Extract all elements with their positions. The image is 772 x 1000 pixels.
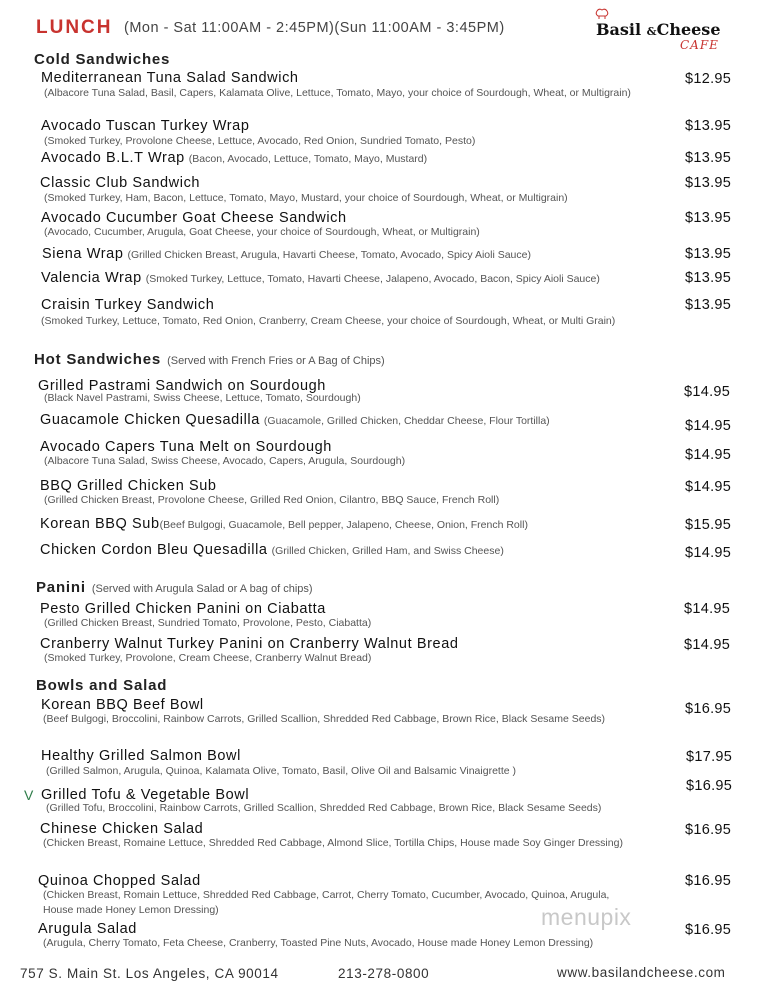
item-price: $16.95 [685, 873, 732, 889]
item-price: $13.95 [685, 175, 732, 191]
item-price: $16.95 [685, 922, 732, 938]
item-desc: (Grilled Salmon, Arugula, Quinoa, Kalamata Olive, Tomato, Basil, Olive Oil and Balsamic Vinaigrette ) [46, 765, 516, 777]
section-title-hot [34, 351, 385, 368]
item-desc: (Smoked Turkey, Ham, Bacon, Lettuce, Tomato, Mayo, Mustard, your choice of Sourdough, Wheat, or Multigrain) [44, 192, 568, 204]
item-name: Chinese Chicken Salad [40, 821, 204, 837]
item-desc: (Bacon, Avocado, Lettuce, Tomato, Mayo, Mustard) [188, 153, 428, 165]
chef-hat-icon [595, 8, 609, 20]
item-desc: (Smoked Turkey, Provolone Cheese, Lettuce, Avocado, Red Onion, Sundried Tomato, Pesto) [44, 135, 476, 147]
item-desc: (Smoked Turkey, Lettuce, Tomato, Havarti Cheese, Jalapeno, Avocado, Bacon, Spicy Aioli Sauce) [145, 273, 600, 285]
item-desc: (Black Navel Pastrami, Swiss Cheese, Lettuce, Tomato, Sourdough) [44, 392, 361, 404]
item-desc: (Smoked Turkey, Provolone, Cream Cheese, Cranberry Walnut Bread) [44, 652, 372, 664]
item-name: BBQ Grilled Chicken Sub [40, 478, 217, 494]
item-price: $16.95 [685, 822, 732, 838]
section-note: (Served with French Fries or A Bag of Chips) [167, 355, 385, 367]
item-price: $14.95 [685, 447, 732, 463]
footer-phone: 213-278-0800 [338, 966, 430, 981]
footer-address: 757 S. Main St. Los Angeles, CA 90014 [20, 966, 279, 981]
item-name: Quinoa Chopped Salad [38, 873, 201, 889]
item-name [41, 150, 427, 166]
item-name: Avocado Cucumber Goat Cheese Sandwich [41, 210, 347, 226]
item-name-text: Guacamole Chicken Quesadilla [40, 412, 260, 428]
item-desc: (Grilled Chicken Breast, Sundried Tomato, Provolone, Pesto, Ciabatta) [44, 617, 372, 629]
item-price: $13.95 [685, 210, 732, 226]
item-name [40, 412, 550, 428]
item-name [42, 246, 531, 262]
item-desc: (Beef Bulgogi, Guacamole, Bell pepper, Jalapeno, Cheese, Onion, French Roll) [159, 519, 528, 531]
item-name: Korean BBQ Beef Bowl [41, 697, 204, 713]
item-desc: (Albacore Tuna Salad, Basil, Capers, Kalamata Olive, Lettuce, Tomato, Mayo, your choice of Sourdough, Wheat, or Multigrain) [44, 87, 631, 99]
item-name: Grilled Tofu & Vegetable Bowl [41, 787, 250, 803]
item-desc: (Grilled Tofu, Broccolini, Rainbow Carrots, Grilled Scallion, Shredded Red Cabbage, Brown Rice, Black Sesame Seeds) [46, 802, 602, 814]
item-desc: (Chicken Breast, Romaine Lettuce, Shredded Red Cabbage, Almond Slice, Tortilla Chips, House made Soy Ginger Dressing) [43, 837, 623, 849]
item-desc: (Smoked Turkey, Lettuce, Tomato, Red Onion, Cranberry, Cream Cheese, your choice of Sourdough, Wheat, or Multi Grain) [41, 315, 616, 327]
logo-name-2: Cheese [656, 20, 721, 39]
item-name [40, 542, 504, 558]
item-desc: (Albacore Tuna Salad, Swiss Cheese, Avocado, Capers, Arugula, Sourdough) [44, 455, 406, 467]
item-name: Craisin Turkey Sandwich [41, 297, 215, 313]
item-price: $13.95 [685, 150, 732, 166]
item-desc: (Beef Bulgogi, Broccolini, Rainbow Carrots, Grilled Scallion, Shredded Red Cabbage, Brown Rice, Black Sesame Seeds) [43, 713, 606, 725]
item-price: $14.95 [684, 637, 731, 653]
section-note: (Served with Arugula Salad or A bag of chips) [91, 583, 313, 595]
logo [596, 20, 721, 39]
item-price: $13.95 [685, 270, 732, 286]
item-name: Cranberry Walnut Turkey Panini on Cranberry Walnut Bread [40, 636, 459, 652]
lunch-hours: (Mon - Sat 11:00AM - 2:45PM)(Sun 11:00AM - 3:45PM) [124, 20, 505, 36]
item-name-text: Siena Wrap [42, 246, 124, 262]
item-price: $13.95 [685, 246, 732, 262]
item-price: $13.95 [685, 118, 732, 134]
item-price: $14.95 [685, 545, 732, 561]
logo-subtitle: CAFE [680, 38, 719, 52]
item-desc: (Grilled Chicken Breast, Provolone Cheese, Grilled Red Onion, Cilantro, BBQ Sauce, French Roll) [44, 494, 500, 506]
item-name: Classic Club Sandwich [40, 175, 201, 191]
item-desc: (Avocado, Cucumber, Arugula, Goat Cheese, your choice of Sourdough, Wheat, or Multigrain) [44, 226, 480, 238]
item-price: $16.95 [685, 701, 732, 717]
item-name: Avocado Tuscan Turkey Wrap [41, 118, 250, 134]
item-name-text: Korean BBQ Sub [40, 516, 160, 532]
item-name-text: Chicken Cordon Bleu Quesadilla [40, 542, 268, 558]
item-name: Healthy Grilled Salmon Bowl [41, 748, 241, 764]
item-desc: (Chicken Breast, Romain Lettuce, Shredded Red Cabbage, Carrot, Cherry Tomato, Cucumber, Avocado, Quinoa, Arugula, House made Honey Lemon Dressing) [43, 889, 610, 916]
item-desc: (Grilled Chicken, Grilled Ham, and Swiss Cheese) [271, 545, 504, 557]
item-name: Arugula Salad [38, 921, 137, 937]
item-name [40, 516, 528, 532]
item-price: $15.95 [685, 517, 732, 533]
item-desc: (Grilled Chicken Breast, Arugula, Havarti Cheese, Tomato, Avocado, Spicy Aioli Sauce) [127, 249, 531, 261]
vegetarian-marker: V [24, 787, 34, 803]
item-name: Pesto Grilled Chicken Panini on Ciabatta [40, 601, 326, 617]
item-name-text: Avocado B.L.T Wrap [41, 150, 185, 166]
item-price: $14.95 [685, 418, 732, 434]
item-name: Grilled Pastrami Sandwich on Sourdough [38, 378, 326, 394]
section-title-text: Hot Sandwiches [34, 351, 162, 368]
item-price: $17.95 [686, 749, 733, 765]
item-price: $14.95 [684, 601, 731, 617]
logo-amp: & [646, 25, 657, 38]
item-price: $14.95 [685, 479, 732, 495]
item-price: $14.95 [684, 384, 731, 400]
footer-website[interactable]: www.basilandcheese.com [557, 965, 726, 980]
item-price: $16.95 [686, 778, 733, 794]
section-title-text: Panini [36, 579, 86, 596]
section-title-bowls: Bowls and Salad [36, 677, 168, 694]
section-title-cold: Cold Sandwiches [34, 51, 171, 68]
item-price: $12.95 [685, 71, 732, 87]
logo-name: Basil [596, 20, 642, 39]
item-name-text: Valencia Wrap [41, 270, 142, 286]
item-name: Mediterranean Tuna Salad Sandwich [41, 70, 299, 86]
item-name: Avocado Capers Tuna Melt on Sourdough [40, 439, 332, 455]
item-desc: (Guacamole, Grilled Chicken, Cheddar Cheese, Flour Tortilla) [263, 415, 550, 427]
section-title-panini [36, 579, 313, 596]
item-price: $13.95 [685, 297, 732, 313]
menu-title: LUNCH [36, 17, 113, 38]
item-desc: (Arugula, Cherry Tomato, Feta Cheese, Cranberry, Toasted Pine Nuts, Avocado, House made Honey Lemon Dressing) [43, 937, 594, 949]
watermark: menupix [541, 904, 632, 930]
item-name [41, 270, 600, 286]
